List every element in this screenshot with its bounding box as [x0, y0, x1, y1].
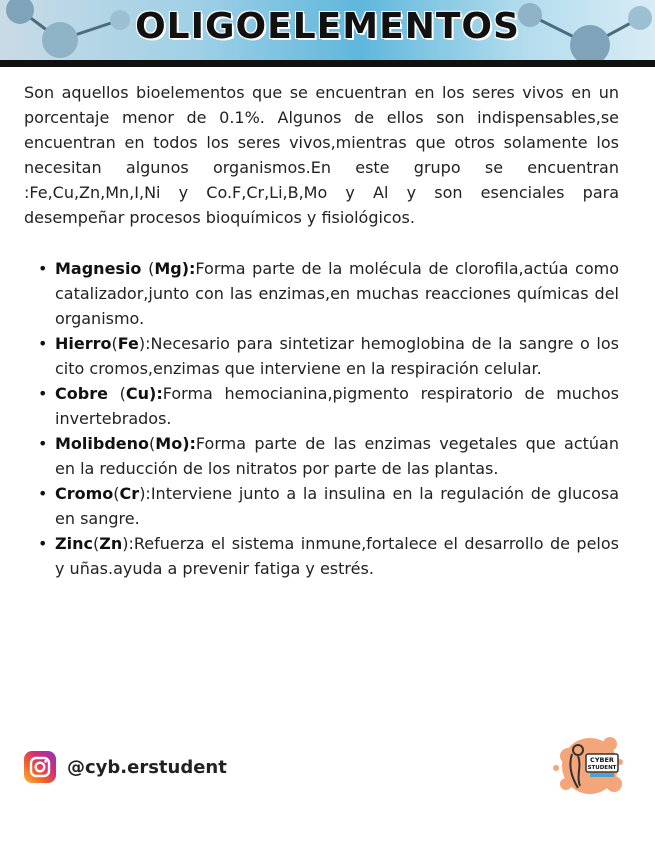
element-separator: ): [122, 534, 134, 553]
element-symbol: Fe [117, 334, 139, 353]
logo-text-cyber: CYBER [590, 756, 614, 764]
element-separator: ): [138, 334, 151, 353]
element-symbol: Zn [99, 534, 123, 553]
list-item-magnesio [55, 256, 619, 331]
element-description: Interviene junto a la insulina en la regulación de glucosa en sangre. [55, 484, 619, 528]
element-separator: ( [92, 534, 100, 553]
element-description: Refuerza el sistema inmune,fortalece el desarrollo de pelos y uñas.ayuda a prevenir fatiga y estrés. [55, 534, 619, 578]
page-title: OLIGOELEMENTOS [135, 6, 520, 47]
intro-paragraph: Son aquellos bioelementos que se encuentran en los seres vivos en un porcentaje menor de 0.1%. Algunos de ellos son indispensables,se encuentran en todos los seres vivos,mientras que otros solamente los necesitan algunos organismos.En este grupo se encuentran :Fe,Cu,Zn,Mn,I,Ni y Co.F,Cr,Li,B,Mo y Al y son esenciales para desempeñar procesos bioquímicos y fisiológicos. [24, 83, 619, 227]
element-symbol: Mo [155, 434, 183, 453]
element-name: Molibdeno [55, 434, 150, 453]
elements-list [24, 256, 619, 581]
social-handle[interactable] [24, 751, 227, 783]
element-separator: ): [149, 384, 163, 403]
element-name: Zinc [55, 534, 93, 553]
element-separator: ( [107, 384, 126, 403]
element-separator: ( [113, 484, 120, 503]
list-item-cromo [55, 481, 619, 531]
logo-text-student: STUDENT [587, 765, 617, 771]
list-item-hierro [55, 331, 619, 381]
element-symbol: Mg [154, 259, 182, 278]
element-description: Forma hemocianina,pigmento respiratorio de muchos invertebrados. [55, 384, 620, 428]
list-item-cobre [55, 381, 619, 431]
instagram-icon [24, 751, 56, 783]
element-separator: ( [141, 259, 155, 278]
element-name: Magnesio [55, 259, 142, 278]
element-symbol: Cr [119, 484, 140, 503]
element-separator: ): [139, 484, 151, 503]
element-name: Cobre [55, 384, 108, 403]
list-item-molibdeno [55, 431, 619, 481]
header-banner [0, 0, 655, 62]
element-separator: ): [182, 434, 196, 453]
element-separator: ( [111, 334, 118, 353]
element-name: Hierro [55, 334, 112, 353]
social-handle-text[interactable]: @cyb.erstudent [67, 756, 227, 778]
header-divider [0, 60, 655, 67]
element-description: Forma parte de las enzimas vegetales que actúan en la reducción de los nitratos por parte de las plantas. [55, 434, 619, 478]
element-name: Cromo [55, 484, 114, 503]
element-description: Forma parte de la molécula de clorofila,actúa como catalizador,junto con las enzimas,en muchas reacciones químicas del organismo. [55, 259, 619, 328]
cyber-student-logo [548, 726, 628, 806]
list-item-zinc [55, 531, 619, 581]
element-separator: ( [149, 434, 156, 453]
element-description: Necesario para sintetizar hemoglobina de la sangre o los cito cromos,enzimas que interviene en la respiración celular. [55, 334, 619, 378]
element-symbol: Cu [125, 384, 149, 403]
element-separator: ): [181, 259, 196, 278]
